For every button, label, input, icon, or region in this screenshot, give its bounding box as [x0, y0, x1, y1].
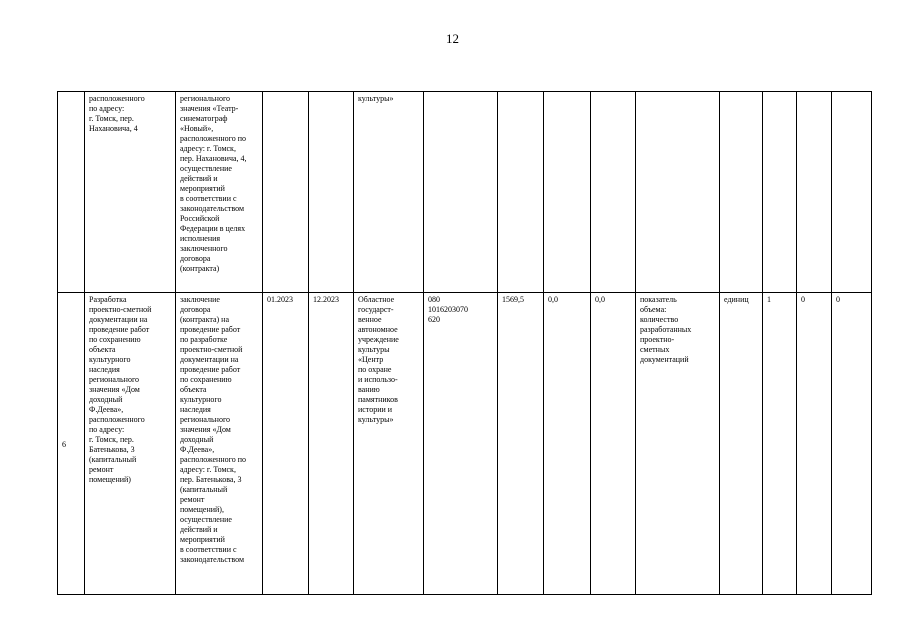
- value-cell: 0: [797, 293, 832, 595]
- row-number-cell: [58, 92, 85, 293]
- start-date-cell: [263, 92, 309, 293]
- end-date-cell: 12.2023: [309, 293, 354, 595]
- amount-cell: 0,0: [544, 293, 591, 595]
- activity-name-cell: Разработка проектно-сметной документации на проведение работ по сохранению объекта культурного наследия регионального значения «Дом доходный Ф.Деева», расположенного по адресу: г. Томск, пер. Батенькова, 3 (капитальный ремонт помещений): [85, 293, 176, 595]
- unit-cell: единиц: [720, 293, 763, 595]
- executor-cell: Областное государст- венное автономное учреждение культуры «Центр по охране и использо- ванию памятников истории и культуры»: [354, 293, 424, 595]
- activity-content-cell: заключение договора (контракта) на проведение работ по разработке проектно-сметной документации на проведение работ по сохранению объекта культурного наследия регионального значения «Дом доходный Ф.Деева», расположенного по адресу: г. Томск, пер. Батенькова, 3 (капитальный ремонт помещений), осуществление действий и мероприятий в соответствии с законодательством: [176, 293, 263, 595]
- amount-cell: 0,0: [591, 293, 636, 595]
- unit-cell: [720, 92, 763, 293]
- value-cell: 0: [832, 293, 872, 595]
- value-cell: [763, 92, 797, 293]
- row-number-cell: 6: [58, 293, 85, 595]
- amount-cell: [544, 92, 591, 293]
- budget-code-cell: [424, 92, 498, 293]
- budget-code-cell: 080 1016203070 620: [424, 293, 498, 595]
- table-row: [58, 293, 872, 595]
- value-cell: [797, 92, 832, 293]
- amount-cell: [591, 92, 636, 293]
- table-row: [58, 92, 872, 293]
- value-cell: [832, 92, 872, 293]
- indicator-cell: показатель объема: количество разработанных проектно- сметных документаций: [636, 293, 720, 595]
- value-cell: 1: [763, 293, 797, 595]
- activity-content-cell: регионального значения «Театр- синематограф «Новый», расположенного по адресу: г. Томск, пер. Нахановича, 4, осуществление действий и мероприятий в соответствии с законодательством Российской Федерации в целях исполнения заключенного договора (контракта): [176, 92, 263, 293]
- amount-cell: [498, 92, 544, 293]
- program-activities-table: [57, 91, 872, 595]
- amount-cell: 1569,5: [498, 293, 544, 595]
- end-date-cell: [309, 92, 354, 293]
- activity-name-cell: расположенного по адресу: г. Томск, пер. Нахановича, 4: [85, 92, 176, 293]
- start-date-cell: 01.2023: [263, 293, 309, 595]
- indicator-cell: [636, 92, 720, 293]
- page-number: 12: [446, 31, 459, 46]
- executor-cell: культуры»: [354, 92, 424, 293]
